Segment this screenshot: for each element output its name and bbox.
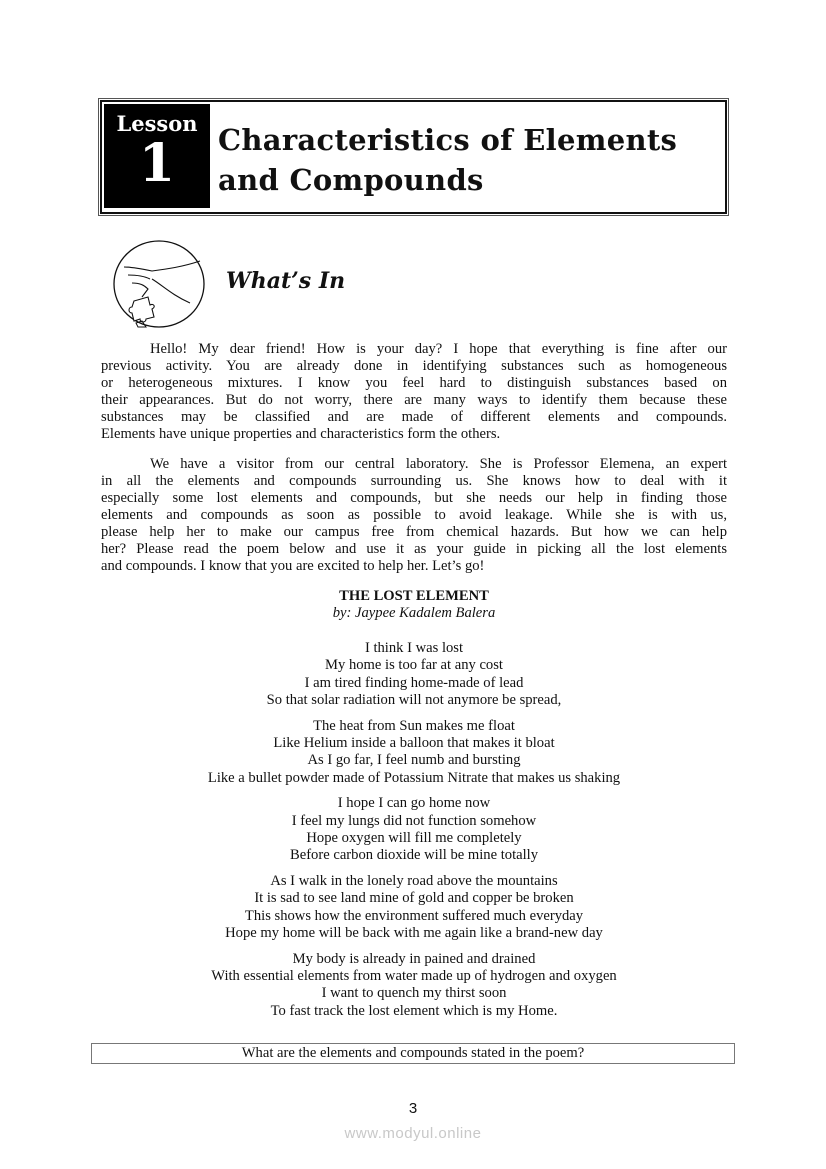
paragraph-line: elements and compounds as soon as possible to avoid leakage. While she is with us, [101,507,727,523]
lesson-label: Lesson [116,111,198,136]
paragraph-line: or heterogeneous mixtures. I know you feel hard to distinguish substances based on [101,375,727,391]
paragraph [101,456,727,575]
paragraph-line: substances may be classified and are made of different elements and compounds. [101,409,727,425]
poem-line: This shows how the environment suffered much everyday [244,907,584,924]
poem-stanza [101,718,727,788]
poem-line: I think I was lost [364,640,464,656]
lesson-header [100,100,727,214]
poem-line: I want to quench my thirst soon [321,985,507,1002]
poem-line: With essential elements from water made up of hydrogen and oxygen [211,967,617,984]
poem-line: Like a bullet powder made of Potassium Nitrate that makes us shaking [207,769,621,786]
poem-line: As I walk in the lonely road above the mountains [270,872,558,889]
poem-line: My body is already in pained and drained [292,950,536,967]
paragraph-line: Hello! My dear friend! How is your day? I hope that everything is fine after our [150,341,727,357]
poem-line: The heat from Sun makes me float [313,717,515,734]
poem-line: So that solar radiation will not anymore be spread, [266,692,562,709]
poem-line: To fast track the lost element which is my Home. [270,1002,558,1019]
section-title: What’s In [226,268,346,294]
poem-title: THE LOST ELEMENT [339,588,489,604]
poem-stanza [101,873,727,943]
poem-line: It is sad to see land mine of gold and copper be broken [254,890,574,907]
poem-line: Before carbon dioxide will be mine totally [289,847,539,864]
poem-line: As I go far, I feel numb and bursting [307,752,521,769]
watermark: www.modyul.online [344,1125,482,1142]
poem-line: Like Helium inside a balloon that makes it bloat [273,735,555,752]
lesson-title-line2: and Compounds [218,163,484,197]
page-number: 3 [408,1100,418,1117]
paragraph-line: Elements have unique properties and characteristics form the others. [101,426,501,442]
poem-stanza [101,640,727,710]
paragraph-line: please help her to make our campus free from chemical hazards. But how we can help [101,524,727,540]
poem [101,588,727,1028]
poem-line: I am tired finding home-made of lead [304,674,524,691]
paragraph [101,341,727,443]
lesson-number: 1 [138,133,176,194]
poem-line: Hope my home will be back with me again like a brand-new day [225,925,603,942]
paragraph-line: especially some lost elements and compounds, but she needs our help in finding those [101,490,727,506]
paragraph-line: their appearances. But do not worry, there are many ways to identify them because these [101,392,727,408]
poem-line: My home is too far at any cost [325,657,503,674]
paragraph-line: her? Please read the poem below and use it as your guide in picking all the lost elements [101,541,727,557]
paragraph-line: and compounds. I know that you are excited to help her. Let’s go! [101,558,485,574]
poem-line: I hope I can go home now [337,795,491,812]
lesson-title [218,120,677,200]
poem-author: by: Jaypee Kadalem Balera [332,605,496,621]
poem-stanza [101,951,727,1021]
poem-line: Hope oxygen will fill me completely [306,830,522,847]
lesson-badge [104,104,210,208]
poem-line: I feel my lungs did not function somehow [291,812,537,829]
poem-stanza [101,795,727,865]
hand-puzzle-icon [112,239,206,329]
paragraph-line: in all the elements and compounds surrounding us. She knows how to deal with it [101,473,727,489]
paragraph-line: previous activity. You are already done in identifying substances such as homogeneous [101,358,727,374]
lesson-title-line1: Characteristics of Elements [218,123,678,157]
paragraph-line: We have a visitor from our central laboratory. She is Professor Elemena, an expert [150,456,727,472]
question-box: What are the elements and compounds stated in the poem? [91,1043,735,1064]
